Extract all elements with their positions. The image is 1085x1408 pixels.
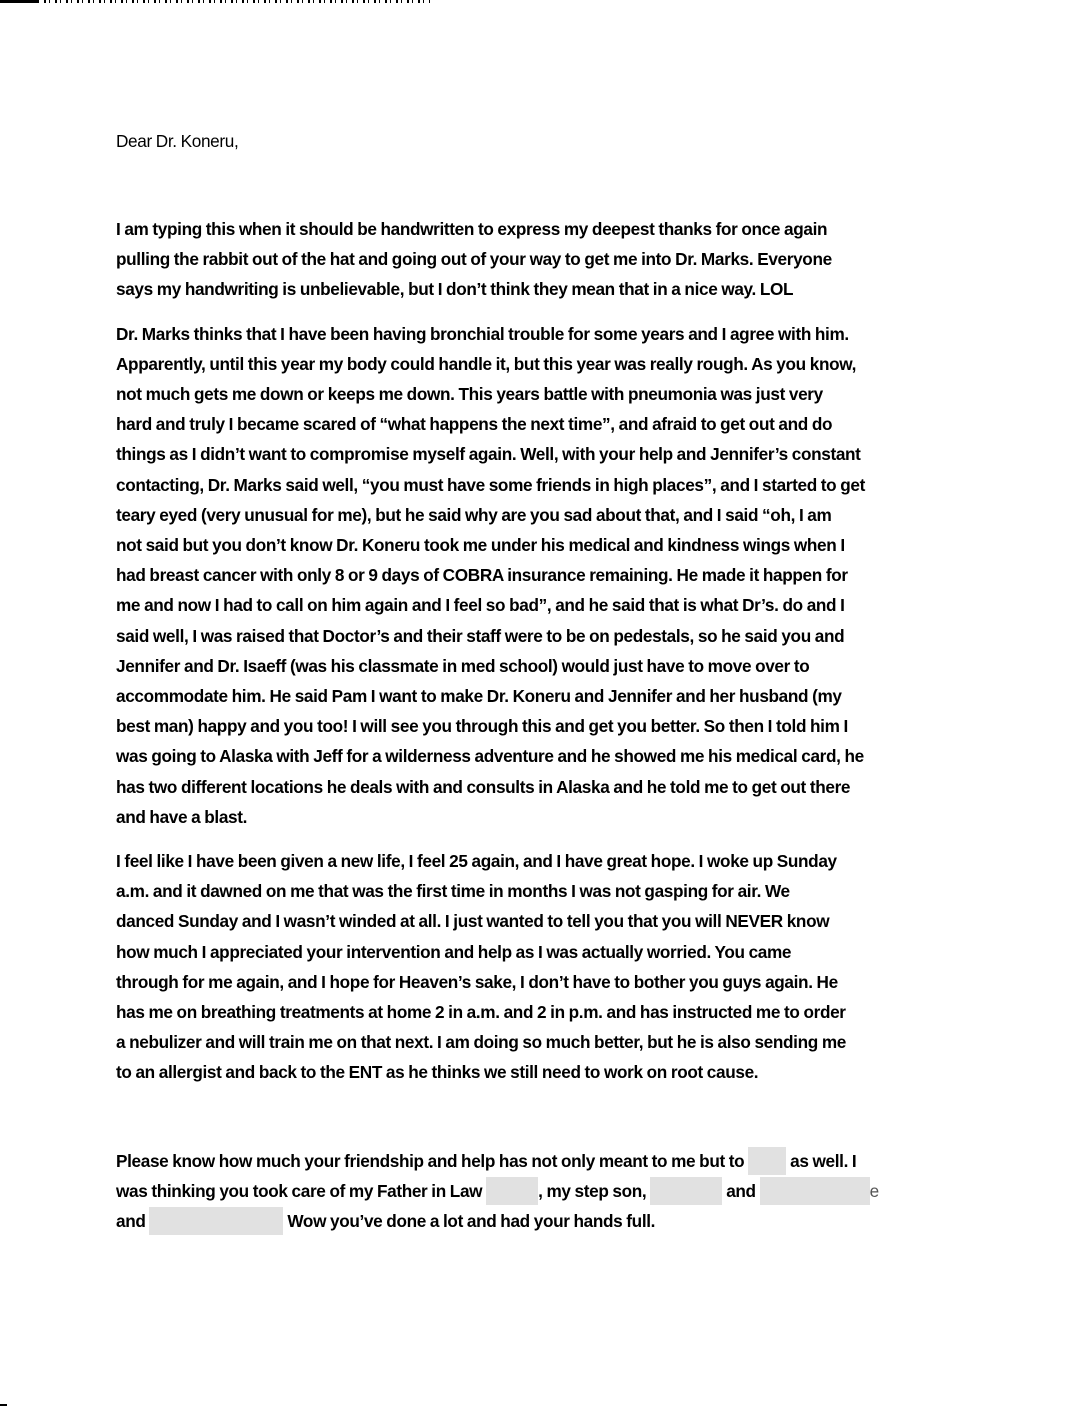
closing-text: , my step son, xyxy=(538,1180,651,1201)
closing-text: Wow you’ve done a lot and had your hands full. xyxy=(283,1211,656,1232)
text-line: things as I didn’t want to compromise myself again. Well, with your help and Jennifer’s constant xyxy=(116,444,861,465)
closing-text: and xyxy=(116,1211,150,1232)
scan-artifact-bottom xyxy=(0,1404,7,1406)
text-line: Apparently, until this year my body could handle it, but this year was really rough. As you know, xyxy=(116,353,857,374)
redaction-box xyxy=(748,1147,786,1175)
text-line: a nebulizer and will train me on that next. I am doing so much better, but he is also sending me xyxy=(116,1032,846,1053)
text-line: best man) happy and you too! I will see you through this and get you better. So then I told him I xyxy=(116,716,848,737)
redaction-box xyxy=(486,1177,538,1205)
closing-text: and xyxy=(722,1180,760,1201)
text-line: not much gets me down or keeps me down. This years battle with pneumonia was just very xyxy=(116,384,823,405)
redaction-box xyxy=(760,1177,870,1205)
text-line xyxy=(116,1176,946,1206)
text-line: was going to Alaska with Jeff for a wilderness adventure and he showed me his medical card, he xyxy=(116,746,864,767)
text-line xyxy=(116,1146,946,1176)
paragraph-2 xyxy=(116,319,946,832)
text-line: me and now I had to call on him again and I feel so bad”, and he said that is what Dr’s. do and I xyxy=(116,595,845,616)
text-line: had breast cancer with only 8 or 9 days of COBRA insurance remaining. He made it happen for xyxy=(116,565,848,586)
text-line: Dr. Marks thinks that I have been having bronchial trouble for some years and I agree with him. xyxy=(116,323,849,344)
text-line: and have a blast. xyxy=(116,806,248,827)
text-line: accommodate him. He said Pam I want to make Dr. Koneru and Jennifer and her husband (my xyxy=(116,686,842,707)
text-line: said well, I was raised that Doctor’s and their staff were to be on pedestals, so he said you and xyxy=(116,625,845,646)
closing-text: Please know how much your friendship and help has not only meant to me but to xyxy=(116,1150,749,1171)
text-line: has me on breathing treatments at home 2 in a.m. and 2 in p.m. and has instructed me to order xyxy=(116,1002,846,1023)
text-line: I am typing this when it should be handwritten to express my deepest thanks for once again xyxy=(116,219,828,239)
redaction-box xyxy=(149,1207,283,1235)
closing-text: was thinking you took care of my Father in Law xyxy=(116,1180,487,1201)
redaction-box xyxy=(650,1177,722,1205)
text-line: teary eyed (very unusual for me), but he said why are you sad about that, and I said “oh, I am xyxy=(116,504,832,525)
text-line: contacting, Dr. Marks said well, “you must have some friends in high places”, and I started to get xyxy=(116,474,865,495)
text-line: not said but you don’t know Dr. Koneru took me under his medical and kindness wings when I xyxy=(116,535,845,556)
text-line: says my handwriting is unbelievable, but I don’t think they mean that in a nice way. LOL xyxy=(116,279,794,300)
text-line: how much I appreciated your intervention and help as I was actually worried. You came xyxy=(116,941,792,962)
text-line: danced Sunday and I wasn’t winded at all. I just wanted to tell you that you will NEVER know xyxy=(116,911,830,932)
paragraph-1 xyxy=(116,214,946,305)
text-line xyxy=(116,1206,946,1236)
paragraph-3 xyxy=(116,846,946,1088)
scan-artifact-top xyxy=(0,0,430,3)
text-line: Jennifer and Dr. Isaeff (was his classmate in med school) would just have to move over to xyxy=(116,655,810,676)
closing-text: as well. I xyxy=(786,1150,857,1171)
text-line: to an allergist and back to the ENT as he thinks we still need to work on root cause. xyxy=(116,1062,759,1083)
text-line: hard and truly I became scared of “what happens the next time”, and afraid to get out and do xyxy=(116,414,833,435)
closing-text: e xyxy=(869,1180,879,1201)
text-line: a.m. and it dawned on me that was the first time in months I was not gasping for air. We xyxy=(116,881,790,902)
closing-paragraph xyxy=(116,1146,946,1237)
salutation: Dear Dr. Koneru, xyxy=(116,131,239,151)
text-line: through for me again, and I hope for Heaven’s sake, I don’t have to bother you guys again. He xyxy=(116,971,838,992)
letter-body xyxy=(116,128,946,1236)
text-line: I feel like I have been given a new life, I feel 25 again, and I have great hope. I woke up Sunday xyxy=(116,851,837,872)
text-line: has two different locations he deals with and consults in Alaska and he told me to get out there xyxy=(116,776,851,797)
text-line: pulling the rabbit out of the hat and going out of your way to get me into Dr. Marks. Everyone xyxy=(116,249,832,270)
scan-artifact-solid xyxy=(0,0,38,3)
